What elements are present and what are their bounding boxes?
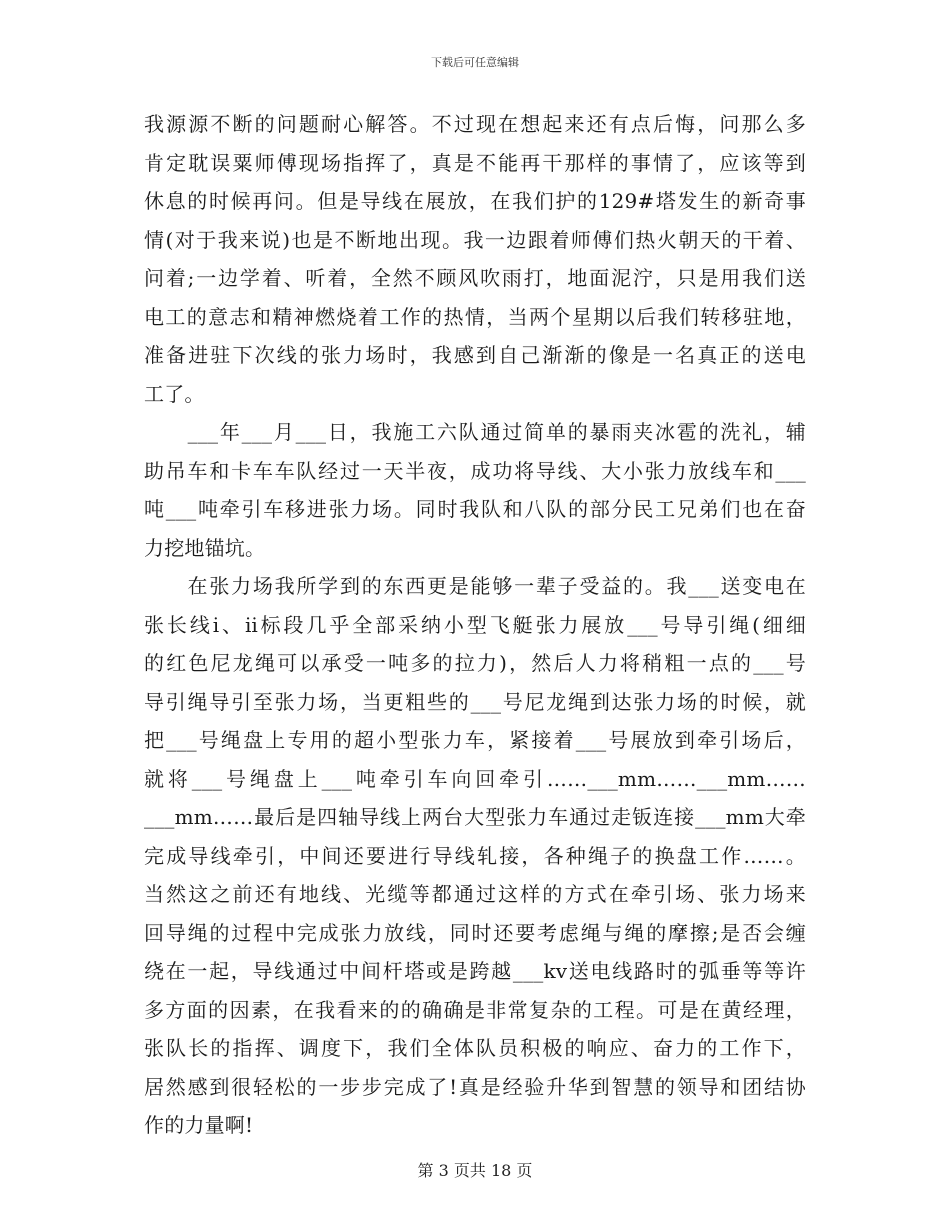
text-line: 情(对于我来说)也是不断地出现。我一边跟着师傅们热火朝天的干着、 [144, 227, 806, 252]
text-line: 把___号绳盘上专用的超小型张力车，紧接着___号展放到牵引场后， [144, 728, 806, 752]
text-line: 导引绳导引至张力场，当更粗些的___号尼龙绳到达张力场的时候，就 [144, 689, 806, 714]
page-number: 第 3 页共 18 页 [417, 1161, 533, 1180]
text-line: 当然这之前还有地线、光缆等都通过这样的方式在牵引场、张力场来 [144, 882, 806, 906]
text-line: 居然感到很轻松的一步步完成了!真是经验升华到智慧的领导和团结协 [144, 1074, 806, 1099]
text-line: 力挖地锚坑。 [144, 535, 266, 560]
document-body [144, 105, 806, 1145]
text-line: 准备进驻下次线的张力场时，我感到自己渐渐的像是一名真正的送电 [144, 343, 806, 367]
text-line: 张长线ⅰ、ⅱ标段几乎全部采纳小型飞艇张力展放___号导引绳(细细 [144, 612, 806, 637]
text-line: 作的力量啊! [144, 1113, 254, 1137]
text-line: 吨___吨牵引车移进张力场。同时我队和八队的部分民工兄弟们也在奋 [144, 497, 806, 521]
text-line: 回导绳的过程中完成张力放线，同时还要考虑绳与绳的摩擦;是否会缠 [144, 920, 806, 945]
text-line: 休息的时候再问。但是导线在展放，在我们护的129#塔发生的新奇事 [144, 189, 806, 213]
text-line: 的红色尼龙绳可以承受一吨多的拉力)，然后人力将稍粗一点的___号 [144, 651, 806, 675]
text-line: 问着;一边学着、听着，全然不顾风吹雨打，地面泥泞，只是用我们送 [144, 266, 806, 290]
text-line: ___mm……最后是四轴导线上两台大型张力车通过走钣连接___mm大牵 [144, 805, 806, 829]
text-line: 绕在一起，导线通过中间杆塔或是跨越___kv送电线路时的弧垂等等许 [144, 959, 806, 983]
text-line: 张队长的指挥、调度下，我们全体队员积极的响应、奋力的工作下， [144, 1036, 806, 1060]
text-line: 完成导线牵引，中间还要进行导线轧接，各种绳子的换盘工作……。 [144, 843, 806, 868]
text-line: ___年___月___日，我施工六队通过简单的暴雨夹冰雹的洗礼，辅 [144, 420, 806, 444]
text-line: 我源源不断的问题耐心解答。不过现在想起来还有点后悔，问那么多 [144, 112, 806, 136]
text-line: 肯定耽误粟师傅现场指挥了，真是不能再干那样的事情了，应该等到 [144, 150, 806, 175]
page-header: 下载后可任意编辑 [431, 56, 519, 69]
text-line: 助吊车和卡车车队经过一天半夜，成功将导线、大小张力放线车和___ [144, 458, 806, 483]
text-line: 电工的意志和精神燃烧着工作的热情，当两个星期以后我们转移驻地， [144, 304, 806, 329]
text-line: 多方面的因素，在我看来的的确确是非常复杂的工程。可是在黄经理， [144, 997, 806, 1022]
text-line: 就将___号绳盘上___吨牵引车向回牵引……___mm……___mm…… [144, 766, 806, 791]
text-line: 在张力场我所学到的东西更是能够一辈子受益的。我___送变电在 [144, 574, 806, 598]
text-line: 工了。 [144, 381, 205, 406]
